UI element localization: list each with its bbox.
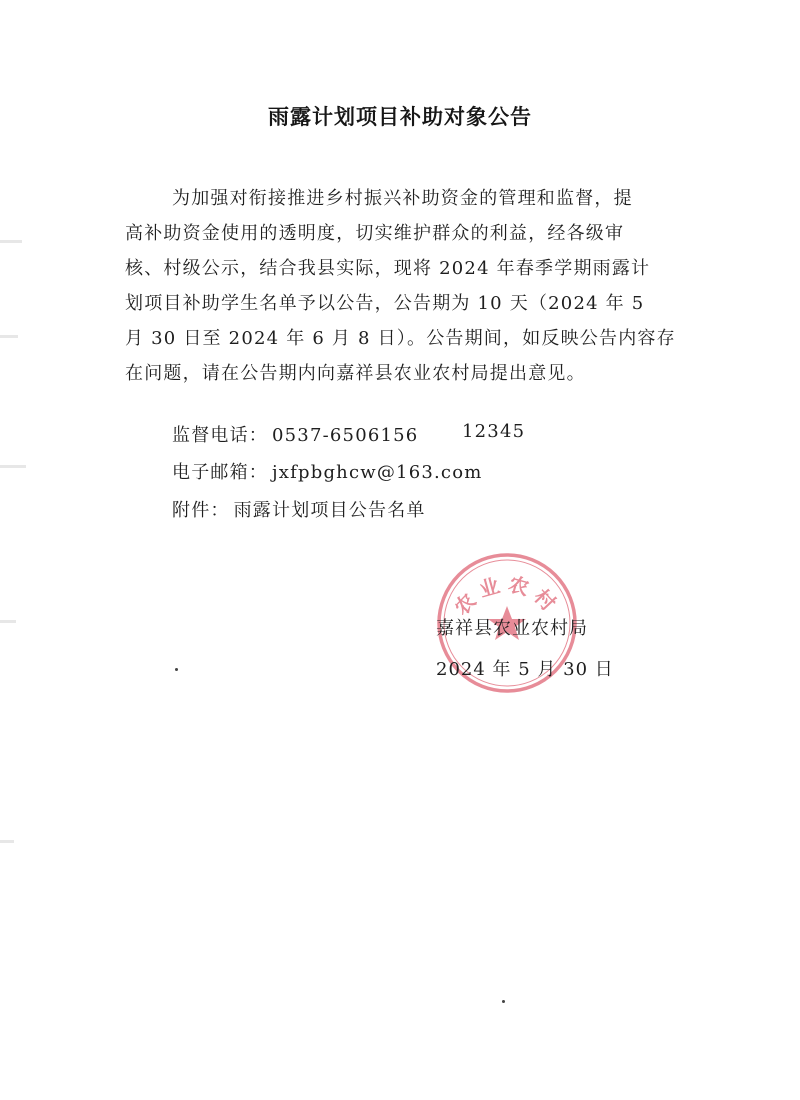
email-address[interactable]: jxfpbghcw@163.com (272, 462, 483, 483)
attachment-line (172, 496, 426, 522)
scan-artifact (0, 620, 16, 623)
attachment-name: 雨露计划项目公告名单 (233, 500, 426, 521)
hotline-number-secondary: 12345 (462, 421, 526, 442)
hotline-label: 监督电话： (172, 425, 268, 446)
attachment-label: 附件： (172, 500, 230, 521)
paragraph-line: 为加强对衔接推进乡村振兴补助资金的管理和监督，提 (172, 188, 633, 209)
paragraph-line: 月 30 日至 2024 年 6 月 8 日）。公告期间，如反映公告内容存 (125, 328, 676, 349)
notice-paragraph (125, 181, 676, 391)
hotline-number-primary: 0537-6506156 (272, 425, 419, 446)
scan-artifact (0, 335, 18, 338)
email-label: 电子邮箱： (172, 462, 268, 483)
scan-artifact (0, 240, 22, 243)
email-line (172, 458, 483, 484)
paragraph-line: 高补助资金使用的透明度，切实维护群众的利益，经各级审 (125, 223, 625, 244)
issue-date: 2024 年 5 月 30 日 (436, 659, 614, 680)
hotline-line (172, 421, 526, 447)
scan-speck (175, 668, 178, 671)
seal-text: 农业农村 (449, 571, 565, 620)
scan-artifact (0, 465, 26, 468)
document-title: 雨露计划项目补助对象公告 (268, 105, 532, 129)
paragraph-line: 在问题，请在公告期内向嘉祥县农业农村局提出意见。 (125, 363, 586, 384)
paragraph-line: 核、村级公示，结合我县实际，现将 2024 年春季学期雨露计 (125, 258, 651, 279)
scan-speck (502, 1000, 505, 1003)
scan-artifact (0, 840, 14, 843)
issuing-organization: 嘉祥县农业农村局 (436, 618, 588, 639)
paragraph-line: 划项目补助学生名单予以公告，公告期为 10 天（2024 年 5 (125, 293, 645, 314)
